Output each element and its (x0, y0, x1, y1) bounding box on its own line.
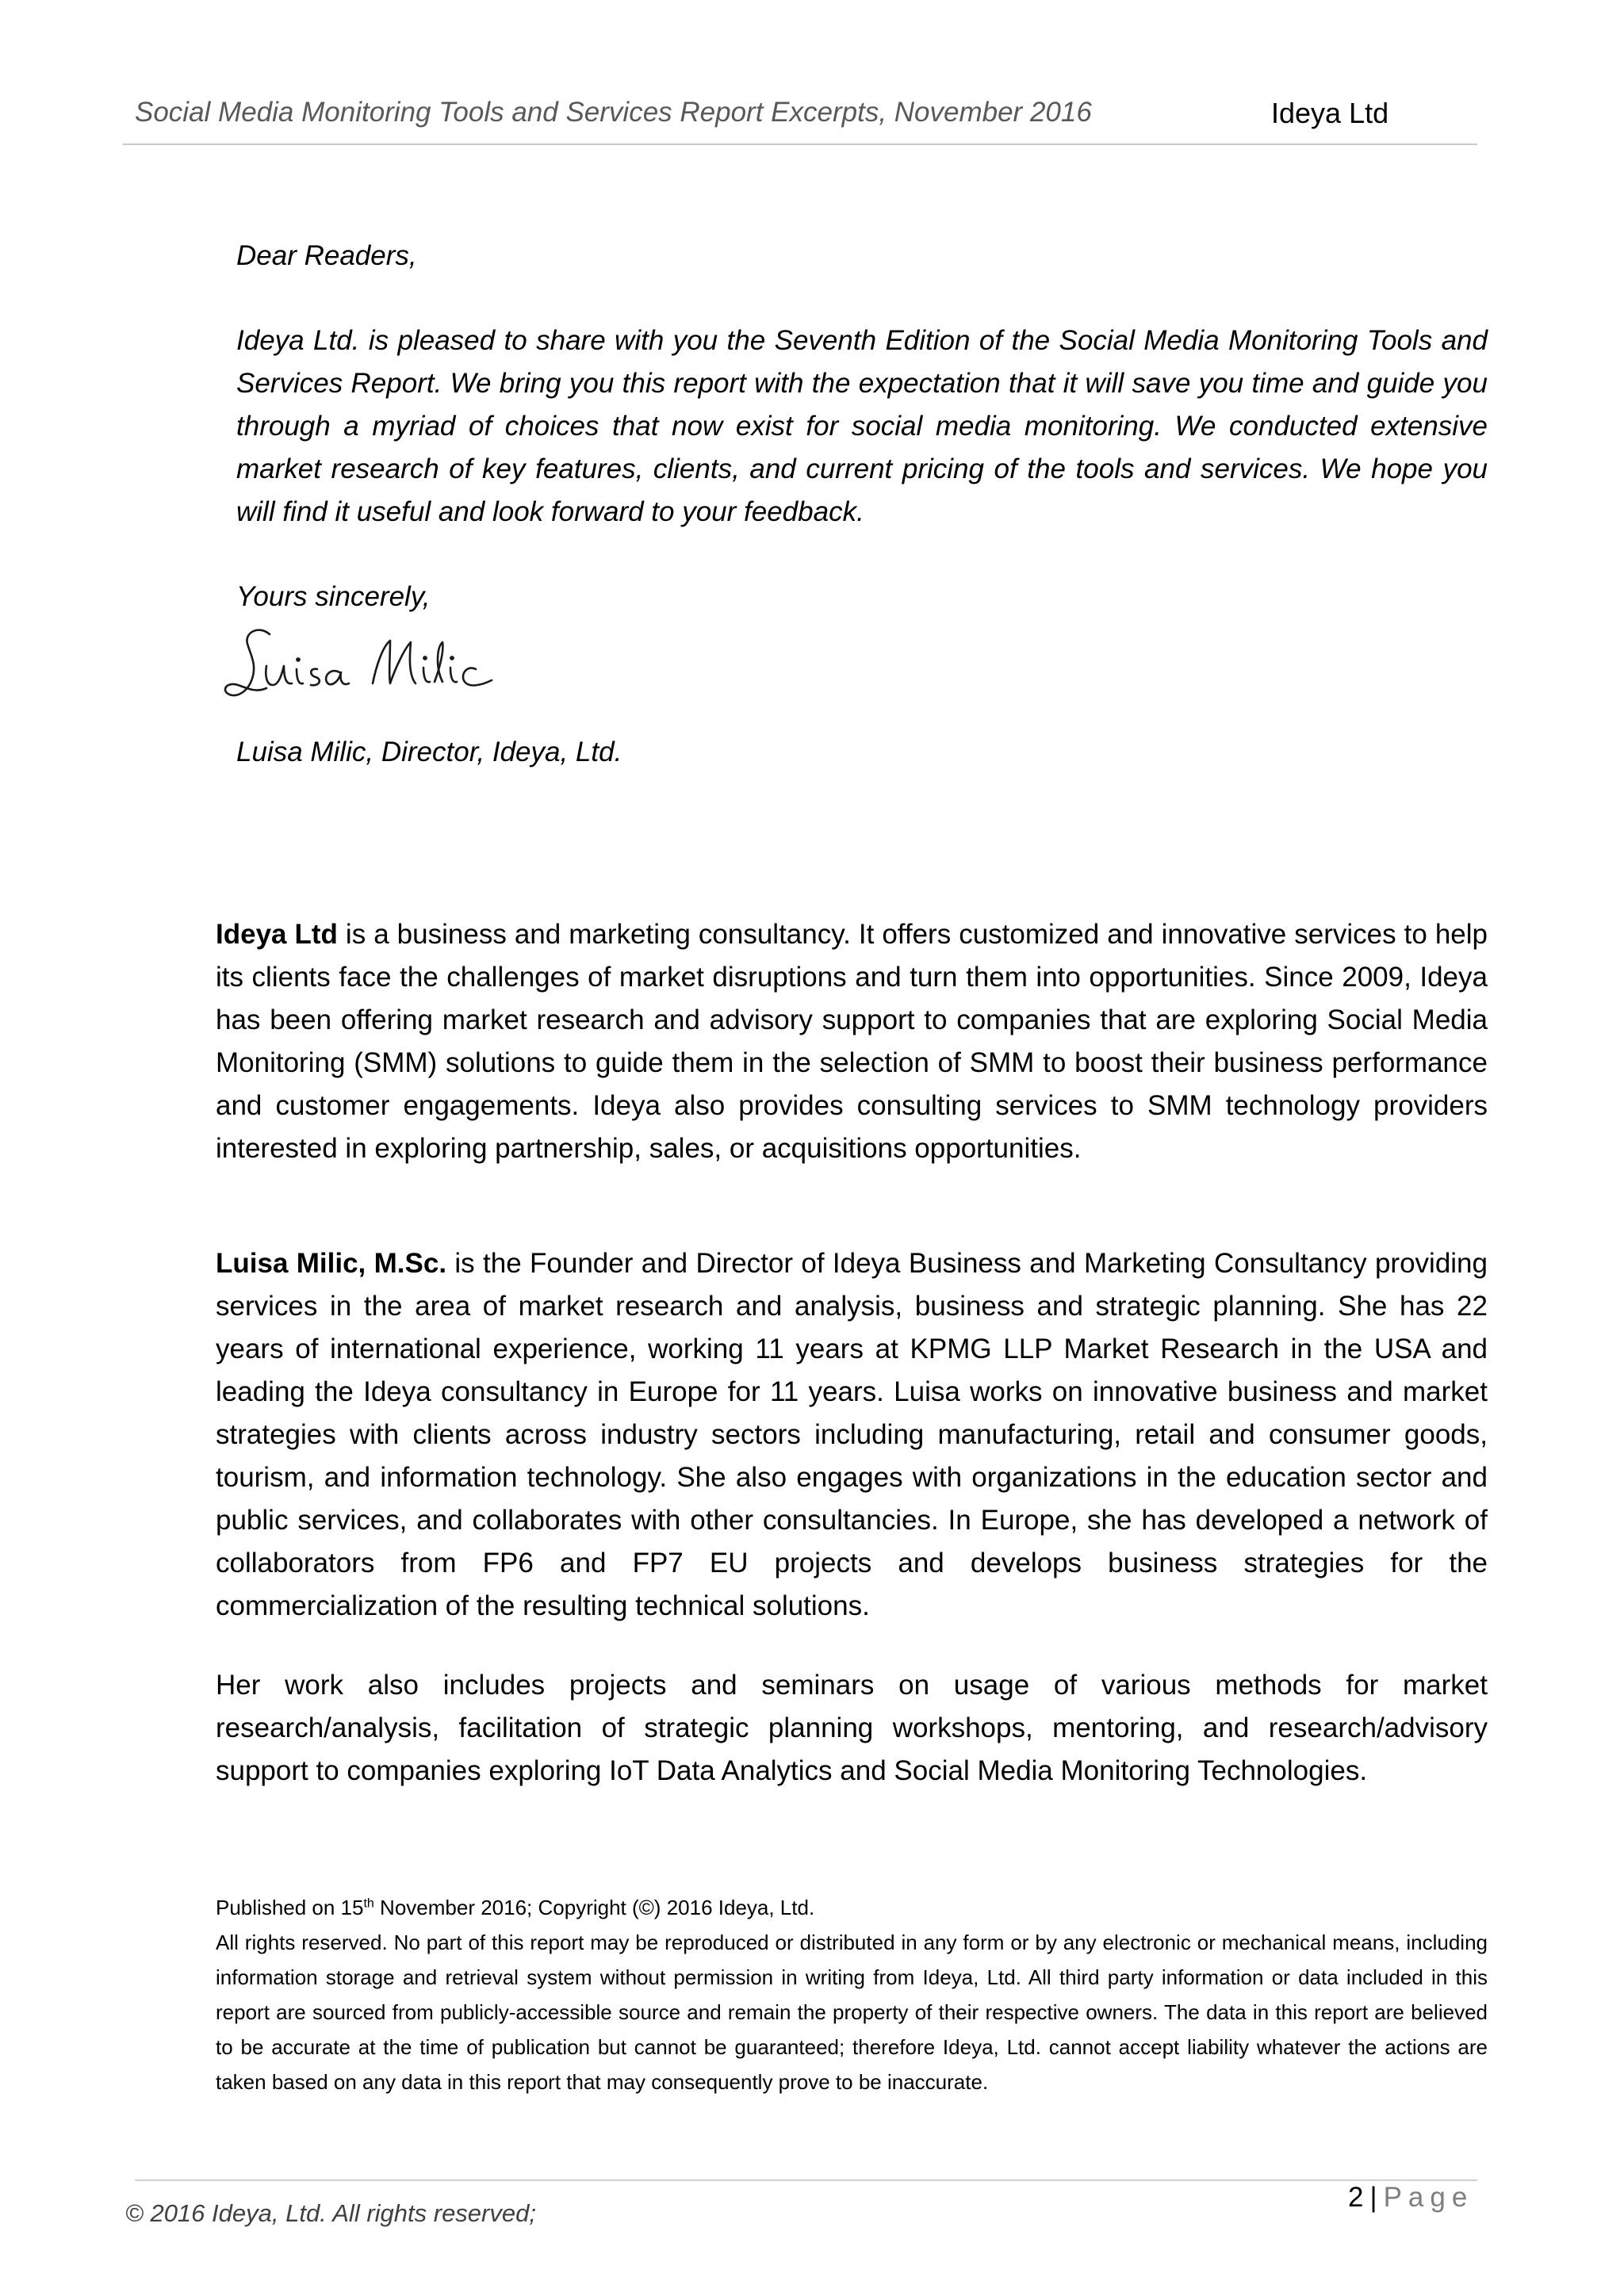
letter-closing: Yours sincerely, (236, 581, 431, 612)
rights-statement: All rights reserved. No part of this report may be reproduced or distributed in any form or by any electronic or mechanical means, including information storage and retrieval system without permission in writing from Ideya, Ltd. All third party information or data included in this report are sourced from publicly-accessible source and remain the property of their respective owners. The data in this report are believed to be accurate at the time of publication but cannot be guaranteed; therefore Ideya, Ltd. cannot accept liability whatever the actions are taken based on any data in this report that may consequently prove to be inaccurate. (216, 1931, 1488, 2094)
luisa-work-paragraph: Her work also includes projects and seminars on usage of various methods for market research/analysis, facilitation of strategic planning workshops, mentoring, and research/advisory support to companies exploring IoT Data Analytics and Social Media Monitoring Technologies. (216, 1670, 1488, 1786)
publish-date-suffix-sup: th (363, 1896, 374, 1911)
publish-date-prefix: Published on 15 (216, 1896, 364, 1919)
company-name: Ideya Ltd (1271, 97, 1389, 129)
about-luisa-paragraph (216, 1242, 1488, 1628)
letter-greeting: Dear Readers, (236, 240, 417, 271)
page-number-block (1348, 2182, 1473, 2214)
page-number: 2 (1348, 2182, 1364, 2213)
luisa-name: Luisa Milic, M.Sc. (216, 1248, 447, 1279)
footer-copyright: © 2016 Ideya, Ltd. All rights reserved; (125, 2199, 536, 2227)
page-separator: | (1369, 2182, 1377, 2213)
letter-body: Ideya Ltd. is pleased to share with you the Seventh Edition of the Social Media Monitoring Tools and Services Report. We bring you this report with the expectation that it will save you time and guide you through a myriad of choices that now exist for social media monitoring. We conducted extensive market research of key features, clients, and current pricing of the tools and services. We hope you will find it useful and look forward to your feedback. (236, 325, 1488, 527)
publish-date-line (216, 1890, 1488, 1925)
ideya-description: is a business and marketing consultancy. It offers customized and innovative services to help its clients face the challenges of market disruptions and turn them into opportunities. Since 2009, Ideya has been offering market research and advisory support to companies that are exploring Social Media Monitoring (SMM) solutions to guide them in the selection of SMM to boost their business performance and customer engagements. Ideya also provides consulting services to SMM technology providers interested in exploring partnership, sales, or acquisitions opportunities. (216, 919, 1488, 1164)
page-header (123, 89, 1477, 144)
luisa-description: is the Founder and Director of Ideya Business and Marketing Consultancy providing services in the area of market research and analysis, business and strategic planning. She has 22 years of international experience, working 11 years at KPMG LLP Market Research in the USA and leading the Ideya consultancy in Europe for 11 years. Luisa works on innovative business and market strategies with clients across industry sectors including manufacturing, retail and consumer goods, tourism, and information technology. She also engages with organizations in the education sector and public services, and collaborates with other consultancies. In Europe, she has developed a network of collaborators from FP6 and FP7 EU projects and develops business strategies for the commercialization of the resulting technical solutions. (216, 1248, 1488, 1621)
publication-notice (216, 1890, 1488, 2099)
signature-image (220, 617, 514, 712)
report-title: Social Media Monitoring Tools and Services Report Excerpts, November 2016 (135, 97, 1092, 128)
page-label: Page (1383, 2182, 1474, 2213)
about-ideya-paragraph (216, 913, 1488, 1170)
copyright-line: November 2016; Copyright (©) 2016 Ideya, Ltd. (373, 1896, 815, 1919)
ideya-name: Ideya Ltd (216, 919, 338, 950)
header-divider (123, 144, 1477, 145)
footer-divider (135, 2179, 1477, 2181)
signer-name: Luisa Milic, Director, Ideya, Ltd. (236, 737, 622, 767)
